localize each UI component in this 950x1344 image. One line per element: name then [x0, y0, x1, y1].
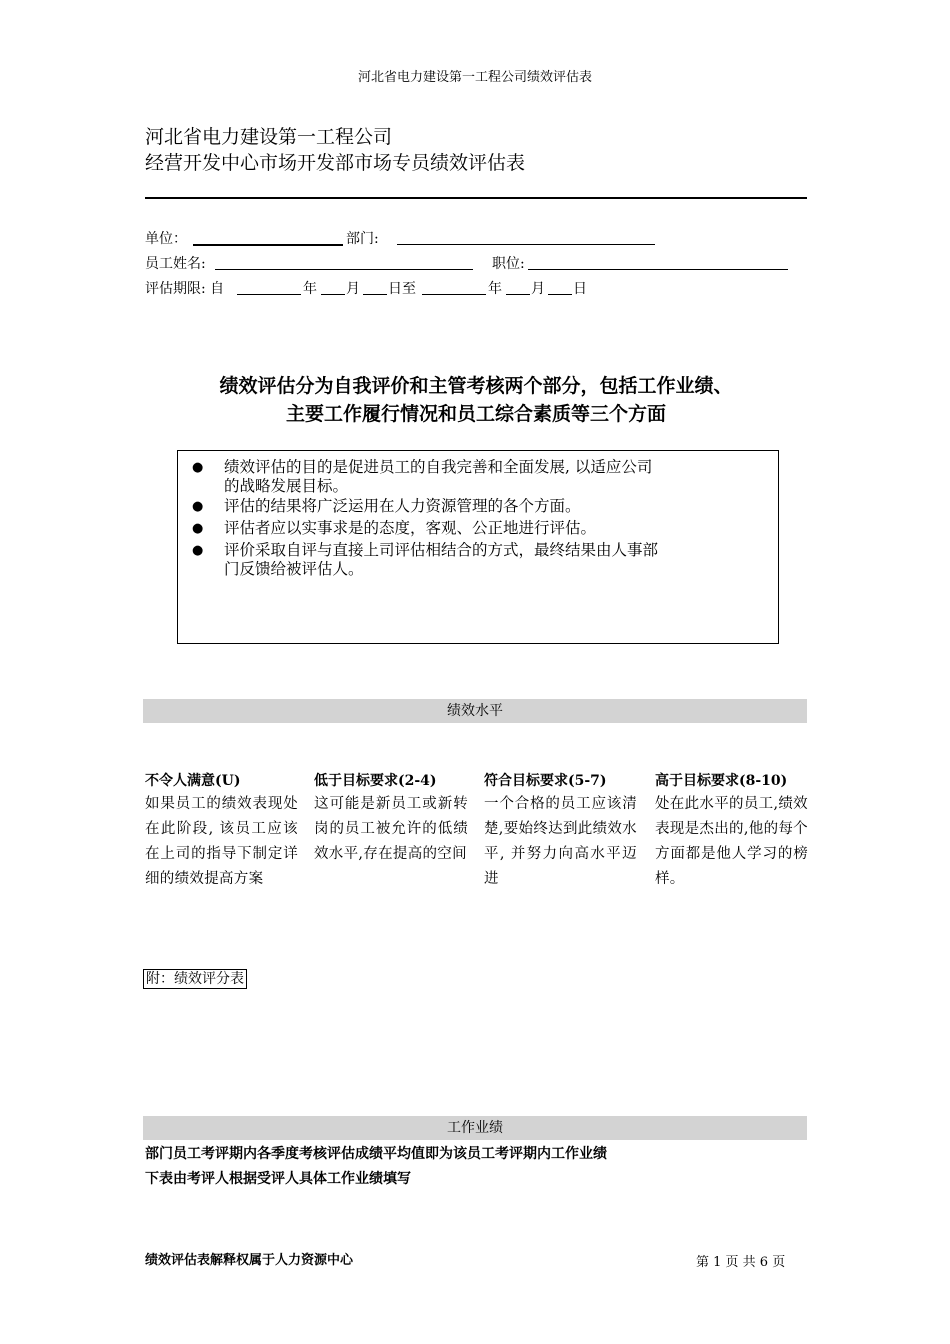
start-month-label: 月 — [346, 281, 360, 297]
day-to-label: 日至 — [388, 281, 416, 297]
performance-level-heading: 绩效水平 — [143, 699, 807, 723]
bullet-icon: ● — [192, 499, 204, 514]
end-day-line[interactable] — [548, 279, 572, 295]
page-header: 河北省电力建设第一工程公司绩效评估表 — [357, 70, 592, 85]
position-label: 职位: — [492, 256, 525, 272]
start-year-label: 年 — [303, 281, 317, 297]
title-divider — [145, 197, 807, 199]
page-number: 第 1 页 共 6 页 — [696, 1255, 786, 1270]
unit-label: 单位： — [145, 231, 187, 247]
guideline-text: 评估的结果将广泛运用在人力资源管理的各个方面。 — [224, 497, 581, 515]
form-title: 经营开发中心市场开发部市场专员绩效评估表 — [145, 152, 526, 174]
name-label: 员工姓名: — [145, 256, 206, 272]
work-performance-note: 部门员工考评期内各季度考核评估成绩平均值即为该员工考评期内工作业绩 — [145, 1146, 607, 1162]
end-year-line[interactable] — [422, 279, 486, 295]
level-title: 低于目标要求(2-4) — [314, 773, 437, 789]
period-label: 评估期限: 自 — [145, 281, 225, 297]
bullet-icon: ● — [192, 460, 204, 475]
guidelines-box — [177, 450, 779, 644]
guideline-text: 评估者应以实事求是的态度，客观、公正地进行评估。 — [224, 519, 597, 537]
level-title: 不令人满意(U) — [145, 773, 241, 789]
bullet-icon: ● — [192, 521, 204, 536]
level-title: 符合目标要求(5-7) — [484, 773, 607, 789]
intro-line-1: 绩效评估分为自我评价和主管考核两个部分，包括工作业绩、 — [219, 375, 733, 397]
level-above-target — [655, 770, 815, 892]
appendix-link[interactable]: 附：绩效评分表 — [143, 969, 247, 989]
name-input-line[interactable] — [215, 254, 473, 270]
intro-line-2: 主要工作履行情况和员工综合素质等三个方面 — [285, 403, 666, 425]
level-title: 高于目标要求(8-10) — [655, 773, 788, 789]
start-year-line[interactable] — [237, 279, 301, 295]
guideline-text: 门反馈给被评估人。 — [224, 560, 364, 578]
guideline-text: 评价采取自评与直接上司评估相结合的方式，最终结果由人事部 — [224, 541, 659, 559]
level-description: 这可能是新员工或新转岗的员工被允许的低绩效水平,存在提高的空间 — [314, 796, 468, 862]
bullet-icon: ● — [192, 543, 204, 558]
footer-note: 绩效评估表解释权属于人力资源中心 — [145, 1253, 354, 1268]
start-month-line[interactable] — [321, 279, 345, 295]
position-input-line[interactable] — [528, 254, 788, 270]
company-title: 河北省电力建设第一工程公司 — [145, 126, 393, 148]
intro-statement — [145, 372, 807, 428]
work-performance-instruction: 下表由考评人根据受评人具体工作业绩填写 — [145, 1171, 411, 1187]
level-description: 如果员工的绩效表现处在此阶段, 该员工应该在上司的指导下制定详细的绩效提高方案 — [145, 796, 298, 887]
guideline-text: 的战略发展目标。 — [224, 477, 349, 495]
level-unsatisfactory — [145, 770, 305, 892]
end-day-label: 日 — [573, 281, 587, 297]
unit-input-line[interactable] — [193, 229, 343, 246]
guideline-text: 绩效评估的目的是促进员工的自我完善和全面发展, 以适应公司 — [224, 458, 653, 476]
end-year-label: 年 — [488, 281, 502, 297]
work-performance-heading: 工作业绩 — [143, 1116, 807, 1140]
end-month-line[interactable] — [506, 279, 530, 295]
level-description: 一个合格的员工应该清楚,要始终达到此绩效水平, 并努力向高水平迈进 — [484, 796, 637, 887]
level-description: 处在此水平的员工,绩效表现是杰出的,他的每个方面都是他人学习的榜样。 — [655, 796, 808, 887]
dept-label: 部门: — [346, 231, 379, 247]
end-month-label: 月 — [531, 281, 545, 297]
level-below-target — [314, 770, 474, 867]
level-meets-target — [484, 770, 644, 892]
start-day-line[interactable] — [363, 279, 387, 295]
dept-input-line[interactable] — [397, 229, 655, 245]
